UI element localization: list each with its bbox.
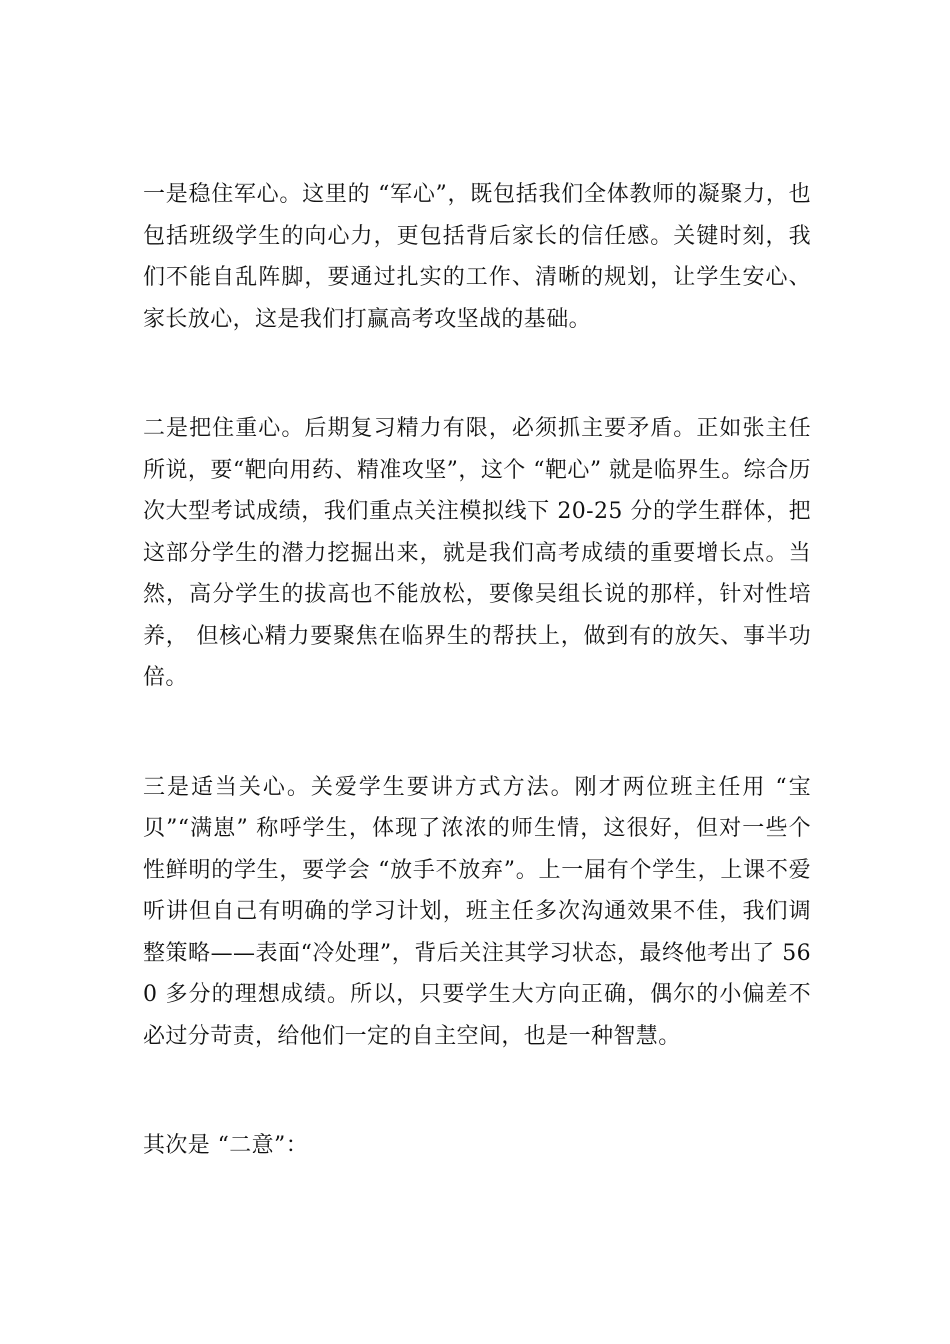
paragraph-second-section-heading: 其次是 “二意”： xyxy=(143,1133,309,1158)
paragraph-stabilize-morale: 一是稳住军心。这里的 “军心”，既包括我们全体教师的凝聚力，也包括班级学生的向心力，更包括背后家长的信任感。关键时刻，我们不能自乱阵脚，要通过扎实的工作、清晰的规划，让学生安心、家长放心，这是我们打赢高考攻坚战的基础。 xyxy=(143,182,811,332)
paragraph-appropriate-care: 三是适当关心。关爱学生要讲方式方法。刚才两位班主任用 “宝贝”“满崽” 称呼学生，体现了浓浓的师生情，这很好，但对一些个性鲜明的学生，要学会 “放手不放弃”。上一届有个学生，上课不爱听讲但自己有明确的学习计划，班主任多次沟通效果不佳，我们调整策略——表面“冷处理”，背后关注其学习状态，最终他考出了 560 多分的理想成绩。所以，只要学生大方向正确，偶尔的小偏差不必过分苛责，给他们一定的自主空间，也是一种智慧。 xyxy=(143,774,811,1049)
paragraph-focus-priority: 二是把住重心。后期复习精力有限，必须抓主要矛盾。正如张主任所说，要“靶向用药、精准攻坚”，这个 “靶心” 就是临界生。综合历次大型考试成绩，我们重点关注模拟线下 20-25 分的学生群体，把这部分学生的潜力挖掘出来，就是我们高考成绩的重要增长点。当然，高分学生的拔高也不能放松，要像吴组长说的那样，针对性培养， 但核心精力要聚焦在临界生的帮扶上，做到有的放矢、事半功倍。 xyxy=(143,416,811,690)
document-body xyxy=(143,174,811,1167)
